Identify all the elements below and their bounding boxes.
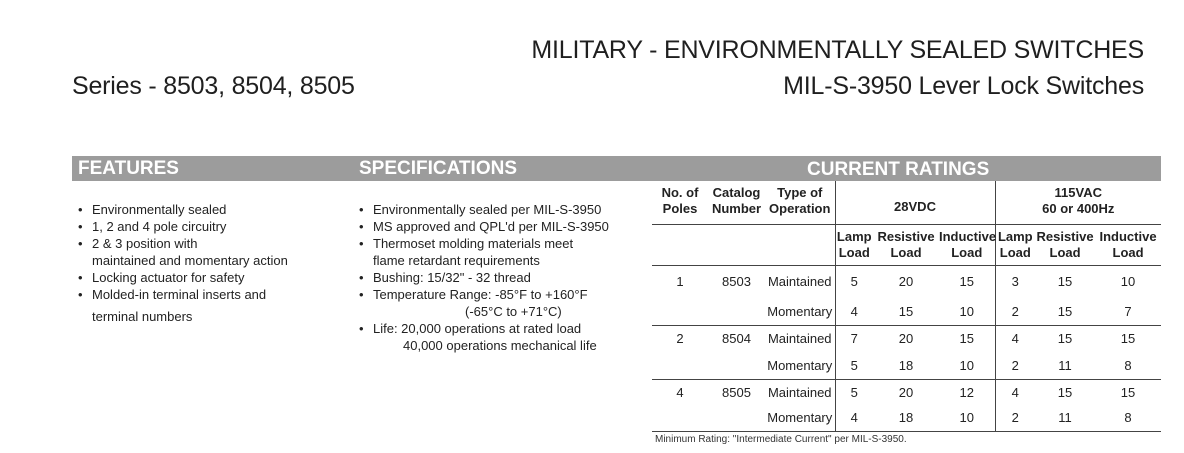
- series-label: Series - 8503, 8504, 8505: [72, 72, 355, 100]
- spec-item-continuation: (-65°C to +71°C): [465, 304, 562, 319]
- feature-item: • Locking actuator for safety: [76, 269, 346, 286]
- feature-item: • Environmentally sealed: [76, 201, 346, 218]
- table-row: Momentary 5 18 10 2 11 8: [652, 352, 1161, 379]
- header-resistive-load: Resistive Load: [873, 224, 939, 265]
- current-ratings-banner: [652, 156, 1161, 181]
- header-catalog: Catalog Number: [711, 184, 762, 216]
- footnote: Minimum Rating: "Intermediate Current" per MIL-S-3950.: [655, 434, 907, 445]
- header-28vdc: 28VDC: [835, 181, 995, 220]
- header-inductive-load: Inductive Load: [1095, 224, 1161, 265]
- features-heading: FEATURES: [72, 156, 353, 181]
- table-row: 4 8505 Maintained 5 20 12 4 15 15: [652, 379, 1161, 405]
- table-row: 1 8503 Maintained 5 20 15 3 15 10: [652, 265, 1161, 298]
- table-row: 2 8504 Maintained 7 20 15 4 15 15: [652, 325, 1161, 352]
- feature-item: • 1, 2 and 4 pole circuitry: [76, 218, 346, 235]
- page-subtitle: MIL-S-3950 Lever Lock Switches: [783, 72, 1144, 100]
- header-115vac: 115VAC 60 or 400Hz: [1042, 184, 1115, 216]
- page-title: MILITARY - ENVIRONMENTALLY SEALED SWITCHES: [531, 36, 1144, 64]
- spec-item-continuation: flame retardant requirements: [373, 253, 540, 268]
- table-row: Momentary 4 18 10 2 11 8: [652, 405, 1161, 431]
- spec-item-continuation: 40,000 operations mechanical life: [403, 338, 597, 353]
- spec-item: • Temperature Range: -85°F to +160°F (-65°C to +71°C): [357, 286, 647, 320]
- spec-item: • Bushing: 15/32" - 32 thread: [357, 269, 647, 286]
- header-type: Type of Operation: [765, 181, 835, 220]
- spec-item: • Life: 20,000 operations at rated load 40,000 operations mechanical life: [357, 320, 647, 354]
- header-inductive-load: Inductive Load: [939, 224, 995, 265]
- specifications-heading: SPECIFICATIONS: [353, 156, 652, 181]
- table-row: Momentary 4 15 10 2 15 7: [652, 298, 1161, 325]
- current-ratings-heading: CURRENT RATINGS: [807, 159, 990, 180]
- header-lamp-load: Lamp Load: [995, 224, 1035, 265]
- feature-item-continuation: maintained and momentary action: [92, 253, 288, 268]
- feature-item: • Molded-in terminal inserts and terminal numbers: [76, 286, 346, 325]
- feature-item: • 2 & 3 position with maintained and momentary action: [76, 235, 346, 269]
- features-list: [76, 201, 346, 325]
- specifications-list: [357, 201, 647, 354]
- header-poles: No. of Poles: [661, 184, 699, 216]
- spec-item: • MS approved and QPL'd per MIL-S-3950: [357, 218, 647, 235]
- header-resistive-load: Resistive Load: [1035, 224, 1095, 265]
- spec-item: • Environmentally sealed per MIL-S-3950: [357, 201, 647, 218]
- feature-item-continuation: terminal numbers: [92, 309, 193, 324]
- spec-item: • Thermoset molding materials meet flame retardant requirements: [357, 235, 647, 269]
- header-lamp-load: Lamp Load: [835, 224, 873, 265]
- current-ratings-table: [652, 181, 1161, 432]
